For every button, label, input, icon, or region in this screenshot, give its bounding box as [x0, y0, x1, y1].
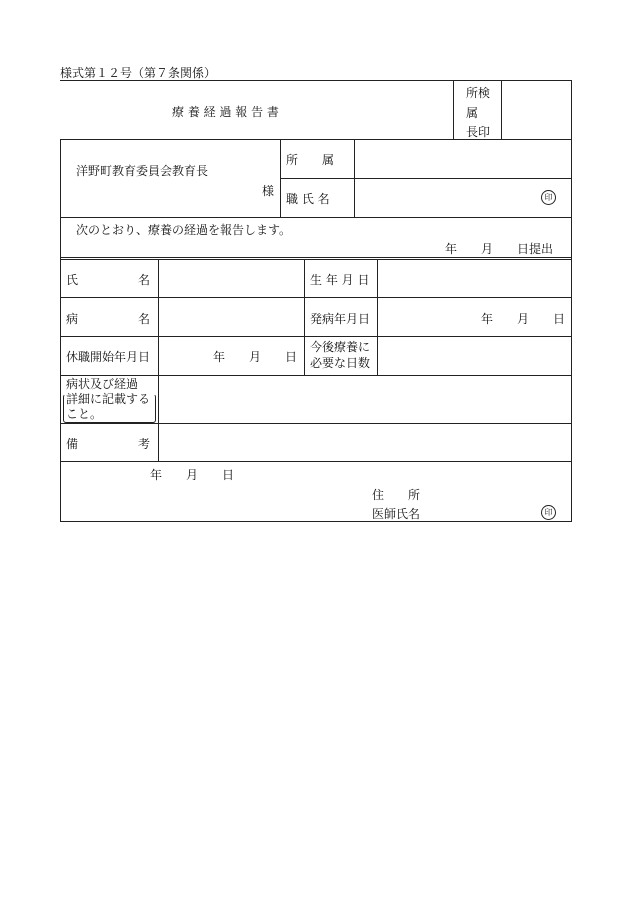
- future-days-label-line-2: 必要な日数: [310, 356, 371, 371]
- condition-label-line-3: こと。: [66, 407, 103, 421]
- condition-field[interactable]: [159, 376, 571, 423]
- border-line: [60, 461, 572, 462]
- note-bracket: [63, 394, 156, 423]
- form-number: 様式第１２号（第７条関係）: [60, 66, 217, 80]
- border-line: [60, 257, 572, 258]
- border-line: [60, 139, 61, 259]
- onset-date-label: 発病年月日: [310, 312, 371, 326]
- onset-date-field[interactable]: 年 月 日: [481, 312, 566, 326]
- birth-date-label: 生 年 月 日: [310, 273, 370, 287]
- seal-icon: 印: [541, 190, 556, 205]
- border-line: [60, 259, 61, 522]
- position-name-label: 職 氏 名: [286, 192, 330, 206]
- inspection-stamp-area[interactable]: [502, 81, 571, 139]
- honorific: 様: [262, 184, 275, 198]
- affiliation-label: 所 属: [286, 153, 335, 167]
- document-title: 療 養 経 過 報 告 書: [172, 105, 279, 119]
- future-days-field[interactable]: [378, 337, 571, 375]
- certification-date[interactable]: 年 月 日: [150, 468, 235, 482]
- remarks-field[interactable]: [159, 424, 571, 461]
- border-line: [571, 139, 572, 259]
- border-line: [571, 259, 572, 522]
- seal-icon: 印: [541, 505, 556, 520]
- condition-label-line-1: 病状及び経過: [66, 377, 139, 391]
- leave-start-label: 休職開始年月日: [66, 350, 151, 364]
- addressee: 洋野町教育委員会教育長: [76, 164, 209, 178]
- future-days-label: [310, 339, 370, 371]
- leave-start-date-field[interactable]: 年 月 日: [213, 350, 298, 364]
- doctor-name-field[interactable]: [430, 502, 530, 520]
- inspection-label-1: 所検: [466, 86, 491, 100]
- border-line: [60, 297, 572, 298]
- remarks-label: 備 考: [66, 437, 151, 451]
- name-field[interactable]: [159, 260, 304, 297]
- submit-date: 年 月 日提出: [445, 242, 554, 256]
- border-line: [453, 80, 454, 140]
- border-line: [60, 217, 572, 218]
- disease-field[interactable]: [159, 298, 304, 336]
- inspection-label-2: 属: [466, 106, 479, 120]
- intro-text: 次のとおり、療養の経過を報告します。: [76, 223, 292, 237]
- border-line: [60, 80, 572, 81]
- disease-label: 病 名: [66, 312, 151, 326]
- affiliation-field[interactable]: [355, 140, 571, 178]
- doctor-address-label: 住 所: [372, 488, 421, 502]
- position-name-field[interactable]: [355, 179, 530, 217]
- doctor-address-field[interactable]: [430, 483, 530, 501]
- name-label: 氏 名: [66, 273, 151, 287]
- doctor-name-label: 医師氏名: [372, 507, 421, 521]
- inspection-label-3: 長印: [466, 125, 491, 139]
- future-days-label-line-1: 今後療養に: [310, 340, 371, 354]
- birth-date-field[interactable]: [378, 260, 571, 297]
- border-line: [304, 259, 305, 376]
- condition-label-line-2: 詳細に記載する: [66, 392, 151, 406]
- border-line: [60, 521, 572, 522]
- border-line: [571, 80, 572, 140]
